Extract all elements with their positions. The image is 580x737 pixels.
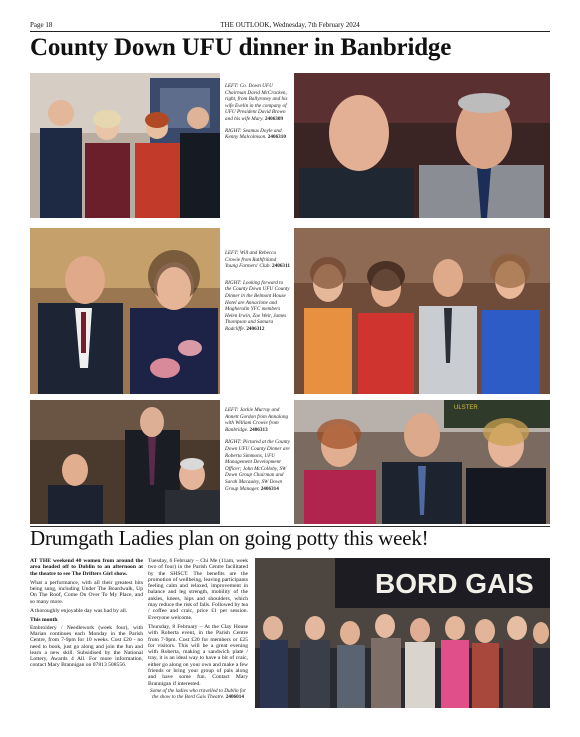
caption-2: LEFT: Will and Rebecca Crowie from Rathfriland Young Farmers' Club. 2406311 RIGHT: Looking forward to the County Down UFU County Dinner in the Belmont House Hotel are Annaclone and Magheralin YFC members Helen Irwin, Zoe Weir, James Thompson and Samara Radcliffe. 2406312 bbox=[225, 250, 290, 332]
article-subheading: This month bbox=[30, 617, 58, 624]
photo-yfc-members bbox=[294, 228, 550, 394]
article-headline: Drumgath Ladies plan on going potty this week! bbox=[30, 526, 429, 550]
ulster-sign-text: ULSTER bbox=[454, 405, 478, 411]
page-headline: County Down UFU dinner in Banbridge bbox=[30, 34, 452, 61]
photo-murray-gordon-crowie bbox=[30, 400, 220, 524]
photo-crowie-couple bbox=[30, 228, 220, 394]
article-column-2: Tuesday, 6 February – Chi Me (11am, week two of four) in the Parish Centre facilitated by the SHSCT. The benefits are the promotion of wellbeing, leaving participants feeling calm and relaxed, improvement in balance and leg strength, mobility of the ankles, knees, hips and shoulders, which may reduce the risk of falls. Followed by tea / coffee and craic, price £1 per session. Everyone welcome. Thursday, 8 February – At the Clay House with Roberta event, in the Parish Centre from 7-9pm. Cost £20 for members or £25 for visitors. This will be a great evening with Roberta, making a sandwich plate / tray, it is an ideal way to have a bit of craic, either go along on your own and make a few friends or bring your group of pals along and have some fun. Contact Mary Brannigan if interested. bbox=[148, 558, 248, 687]
article-photo-caption: Some of the ladies who travelled to Dublin for the show to the Bord Gais Theatre. 2406014 bbox=[150, 688, 246, 701]
photo-drumgath-ladies bbox=[255, 558, 550, 708]
bord-gais-sign: BORD GAIS bbox=[375, 568, 534, 599]
photo-doyle-malcolmson bbox=[294, 73, 550, 218]
photo-simmons-mccolloby-macauley bbox=[294, 400, 550, 524]
article-lead: AT THE weekend 40 women from around the area headed off to Dublin to an afternoon at the theatre to see The Drifters Girl show. bbox=[30, 558, 143, 577]
article-column-1: AT THE weekend 40 women from around the area headed off to Dublin to an afternoon at the theatre to see The Drifters Girl show. What a performance, with all their greatest hits being sung, including Under The Boardwalk, Up On The Roof, Come On Over To My Place, and so many more. A thoroughly enjoyable day was had by all. This month Embroidery / Needlework (week four), with Marian continues each Monday in the Parish Centre, from 7-9pm for 10 weeks. Cost £20 - no need to book, just go along and join the fun and learn a new skill. Subsidised by the National Lottery, Awards 4 All. For more information, contact Mary Brannigan on 07813 508556. bbox=[30, 558, 143, 669]
photo-ufu-chairman-group bbox=[30, 73, 220, 218]
masthead bbox=[30, 20, 550, 32]
page-number: Page 18 bbox=[30, 21, 53, 29]
caption-1: LEFT: Co. Down UFU Chairman David McCracken, right, from Ballyroney and his wife Evelin in the company of UFU President David Brown and his wife Mary. 2406309 RIGHT: Seamus Doyle and Kenny Malcolmson. 2406310 bbox=[225, 83, 288, 141]
caption-3: LEFT: Jackie Murray and Annett Gordon from Annalong with William Crowie from Banbridge. 2406313 RIGHT: Pictured at the County Down UFU County Dinner are Roberta Simmons, UFU Management Development Officer; John McColloby, SW Down Group Chairman and Sarah Macauley, SW Down Group Manager. 2406314 bbox=[225, 407, 290, 492]
publication-line: THE OUTLOOK, Wednesday, 7th February 2024 bbox=[220, 21, 360, 29]
